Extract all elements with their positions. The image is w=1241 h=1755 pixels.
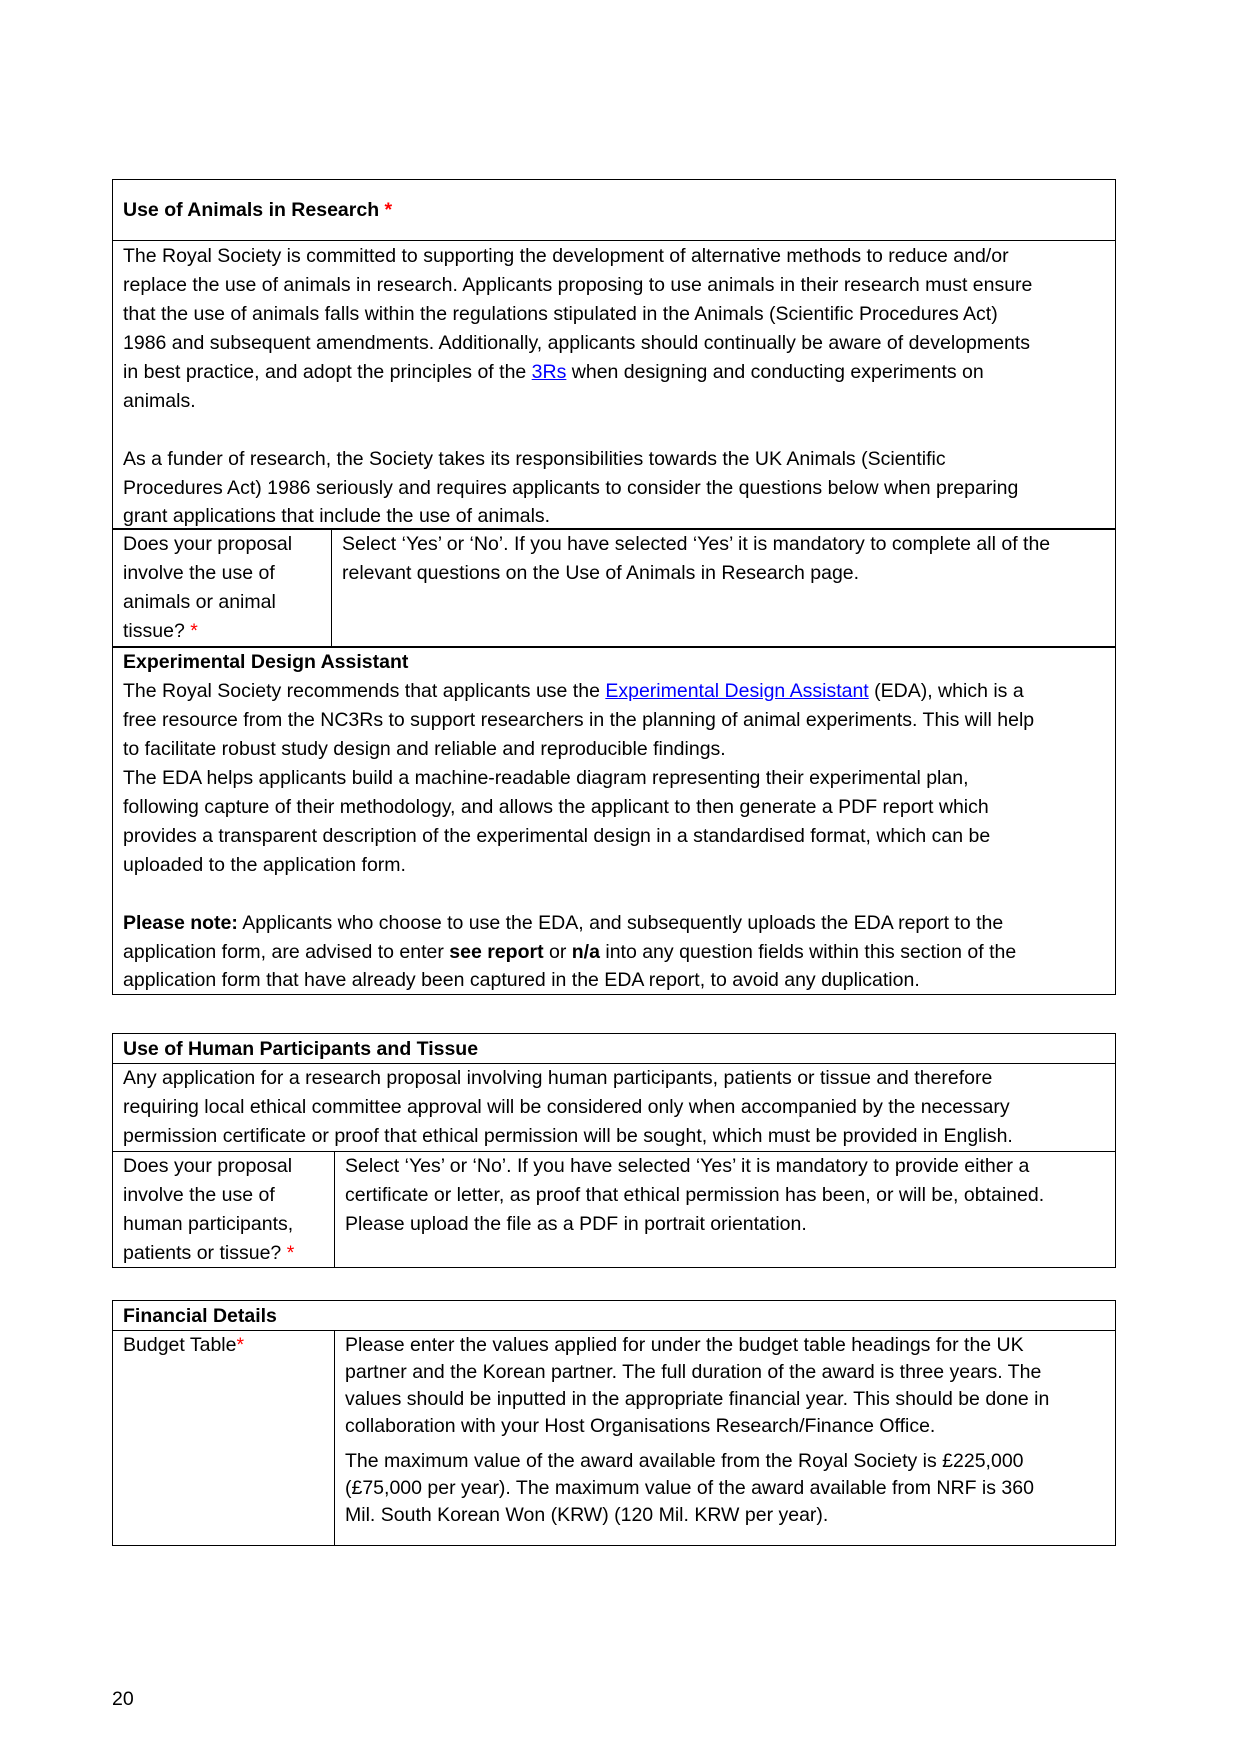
text-line: Please upload the file as a PDF in portrait orientation. [345, 1213, 807, 1235]
text-line: As a funder of research, the Society takes its responsibilities towards the UK Animals (Scientific [123, 448, 946, 470]
financial-section-table [112, 1300, 1116, 1546]
paragraph-gap [123, 416, 1105, 445]
text-line: following capture of their methodology, and allows the applicant to then generate a PDF report which [123, 796, 989, 818]
text-line [123, 1332, 324, 1359]
text-line: animals. [123, 390, 196, 412]
text-line: Mil. South Korean Won (KRW) (120 Mil. KRW per year). [345, 1504, 829, 1526]
required-asterisk: * [236, 1334, 245, 1356]
text-line: The EDA helps applicants build a machine-readable diagram representing their experimental plan, [123, 767, 969, 789]
financial-section-title: Financial Details [123, 1305, 277, 1327]
animals-section-title [113, 180, 1115, 240]
animals-question-label [113, 530, 332, 646]
human-section-title: Use of Human Participants and Tissue [123, 1038, 479, 1060]
text-line: The Royal Society is committed to supporting the development of alternative methods to reduce and/or [123, 245, 1009, 267]
eda-note-line [123, 938, 1105, 967]
text-line: human participants, [123, 1213, 294, 1235]
human-intro-text [113, 1064, 1115, 1151]
text-line [123, 677, 1105, 706]
eda-note-line [123, 909, 1105, 938]
text-line: uploaded to the application form. [123, 854, 406, 876]
animals-question-guidance [332, 530, 1115, 646]
text-line: (£75,000 per year). The maximum value of the award available from NRF is 360 [345, 1477, 1034, 1499]
text-line: provides a transparent description of the experimental design in a standardised format, which can be [123, 825, 991, 847]
text-span: Applicants who choose to use the EDA, and subsequently uploads the EDA report to the [237, 912, 1004, 934]
text-line: certificate or letter, as proof that ethical permission has been, or will be, obtained. [345, 1184, 1045, 1206]
text-line: animals or animal [123, 591, 276, 613]
text-line [123, 1239, 324, 1268]
required-asterisk: * [384, 199, 393, 221]
financial-header-row [113, 1301, 1115, 1330]
note-label: Please note: [123, 912, 238, 934]
text-line: collaboration with your Host Organisations Research/Finance Office. [345, 1415, 936, 1437]
human-question-guidance [335, 1152, 1115, 1267]
animals-intro-row [113, 240, 1115, 528]
animals-title-text: Use of Animals in Research [123, 199, 380, 221]
text-line: that the use of animals falls within the regulations stipulated in the Animals (Scientific Procedures Act) [123, 303, 998, 325]
text-line: grant applications that include the use of animals. [123, 505, 551, 527]
text-span: patients or tissue? [123, 1242, 287, 1264]
text-span: or [543, 941, 572, 963]
text-span: into any question fields within this section of the [599, 941, 1017, 963]
human-question-label [113, 1152, 335, 1267]
text-span: when designing and conducting experiments on [566, 361, 984, 383]
text-line: requiring local ethical committee approval will be considered only when accompanied by the necessary [123, 1096, 1010, 1118]
required-asterisk: * [286, 1242, 295, 1264]
text-span: tissue? [123, 620, 191, 642]
paragraph-gap [123, 880, 1105, 909]
budget-table-label [113, 1331, 335, 1545]
text-line: replace the use of animals in research. Applicants proposing to use animals in their research must ensure [123, 274, 1033, 296]
text-line: permission certificate or proof that ethical permission will be sought, which must be provided in English. [123, 1125, 1013, 1147]
emphasis-na: n/a [571, 941, 600, 963]
text-line: Please enter the values applied for under the budget table headings for the UK [345, 1334, 1024, 1356]
text-span: Budget Table [123, 1334, 237, 1356]
animals-intro-text [113, 242, 1115, 528]
text-span: The Royal Society recommends that applicants use the [123, 680, 606, 702]
human-intro-row [113, 1063, 1115, 1151]
text-line: involve the use of [123, 562, 275, 584]
budget-table-row [113, 1330, 1115, 1545]
eda-content [113, 648, 1115, 994]
animals-section-table [112, 179, 1116, 995]
page-number: 20 [112, 1688, 134, 1710]
text-line: 1986 and subsequent amendments. Additionally, applicants should continually be aware of developments [123, 332, 1030, 354]
text-line [123, 617, 321, 646]
text-span: (EDA), which is a [868, 680, 1024, 702]
text-line: involve the use of [123, 1184, 275, 1206]
text-line [123, 358, 1105, 387]
text-line: partner and the Korean partner. The full duration of the award is three years. The [345, 1361, 1042, 1383]
text-line: to facilitate robust study design and reliable and reproducible findings. [123, 738, 726, 760]
human-question-row [113, 1151, 1115, 1267]
paragraph-gap [345, 1440, 1105, 1448]
eda-title: Experimental Design Assistant [123, 651, 409, 673]
required-asterisk: * [190, 620, 198, 642]
text-line: Select ‘Yes’ or ‘No’. If you have selected ‘Yes’ it is mandatory to provide either a [345, 1155, 1030, 1177]
text-line: Does your proposal [123, 1155, 293, 1177]
eda-note-line: application form that have already been captured in the EDA report, to avoid any duplication. [123, 969, 920, 991]
eda-link[interactable]: Experimental Design Assistant [605, 680, 869, 702]
animals-question-row [113, 528, 1115, 646]
text-span: in best practice, and adopt the principles of the [123, 361, 532, 383]
text-line: Any application for a research proposal involving human participants, patients or tissue and therefore [123, 1067, 993, 1089]
text-line: free resource from the NC3Rs to support researchers in the planning of animal experiments. This will help [123, 709, 1035, 731]
emphasis-see-report: see report [449, 941, 544, 963]
eda-row [113, 646, 1115, 994]
human-header-row [113, 1034, 1115, 1063]
text-line: Procedures Act) 1986 seriously and requires applicants to consider the questions below when preparing [123, 477, 1019, 499]
text-line: values should be inputted in the appropriate financial year. This should be done in [345, 1388, 1050, 1410]
human-section-table [112, 1033, 1116, 1268]
text-span: application form, are advised to enter [123, 941, 450, 963]
3rs-link[interactable]: 3Rs [531, 361, 567, 383]
text-line: relevant questions on the Use of Animals in Research page. [342, 562, 860, 584]
text-line: Select ‘Yes’ or ‘No’. If you have selected ‘Yes’ it is mandatory to complete all of the [342, 533, 1051, 555]
budget-table-guidance [335, 1331, 1115, 1545]
text-line: The maximum value of the award available from the Royal Society is £225,000 [345, 1450, 1024, 1472]
animals-header-row [113, 180, 1115, 240]
text-line: Does your proposal [123, 533, 293, 555]
